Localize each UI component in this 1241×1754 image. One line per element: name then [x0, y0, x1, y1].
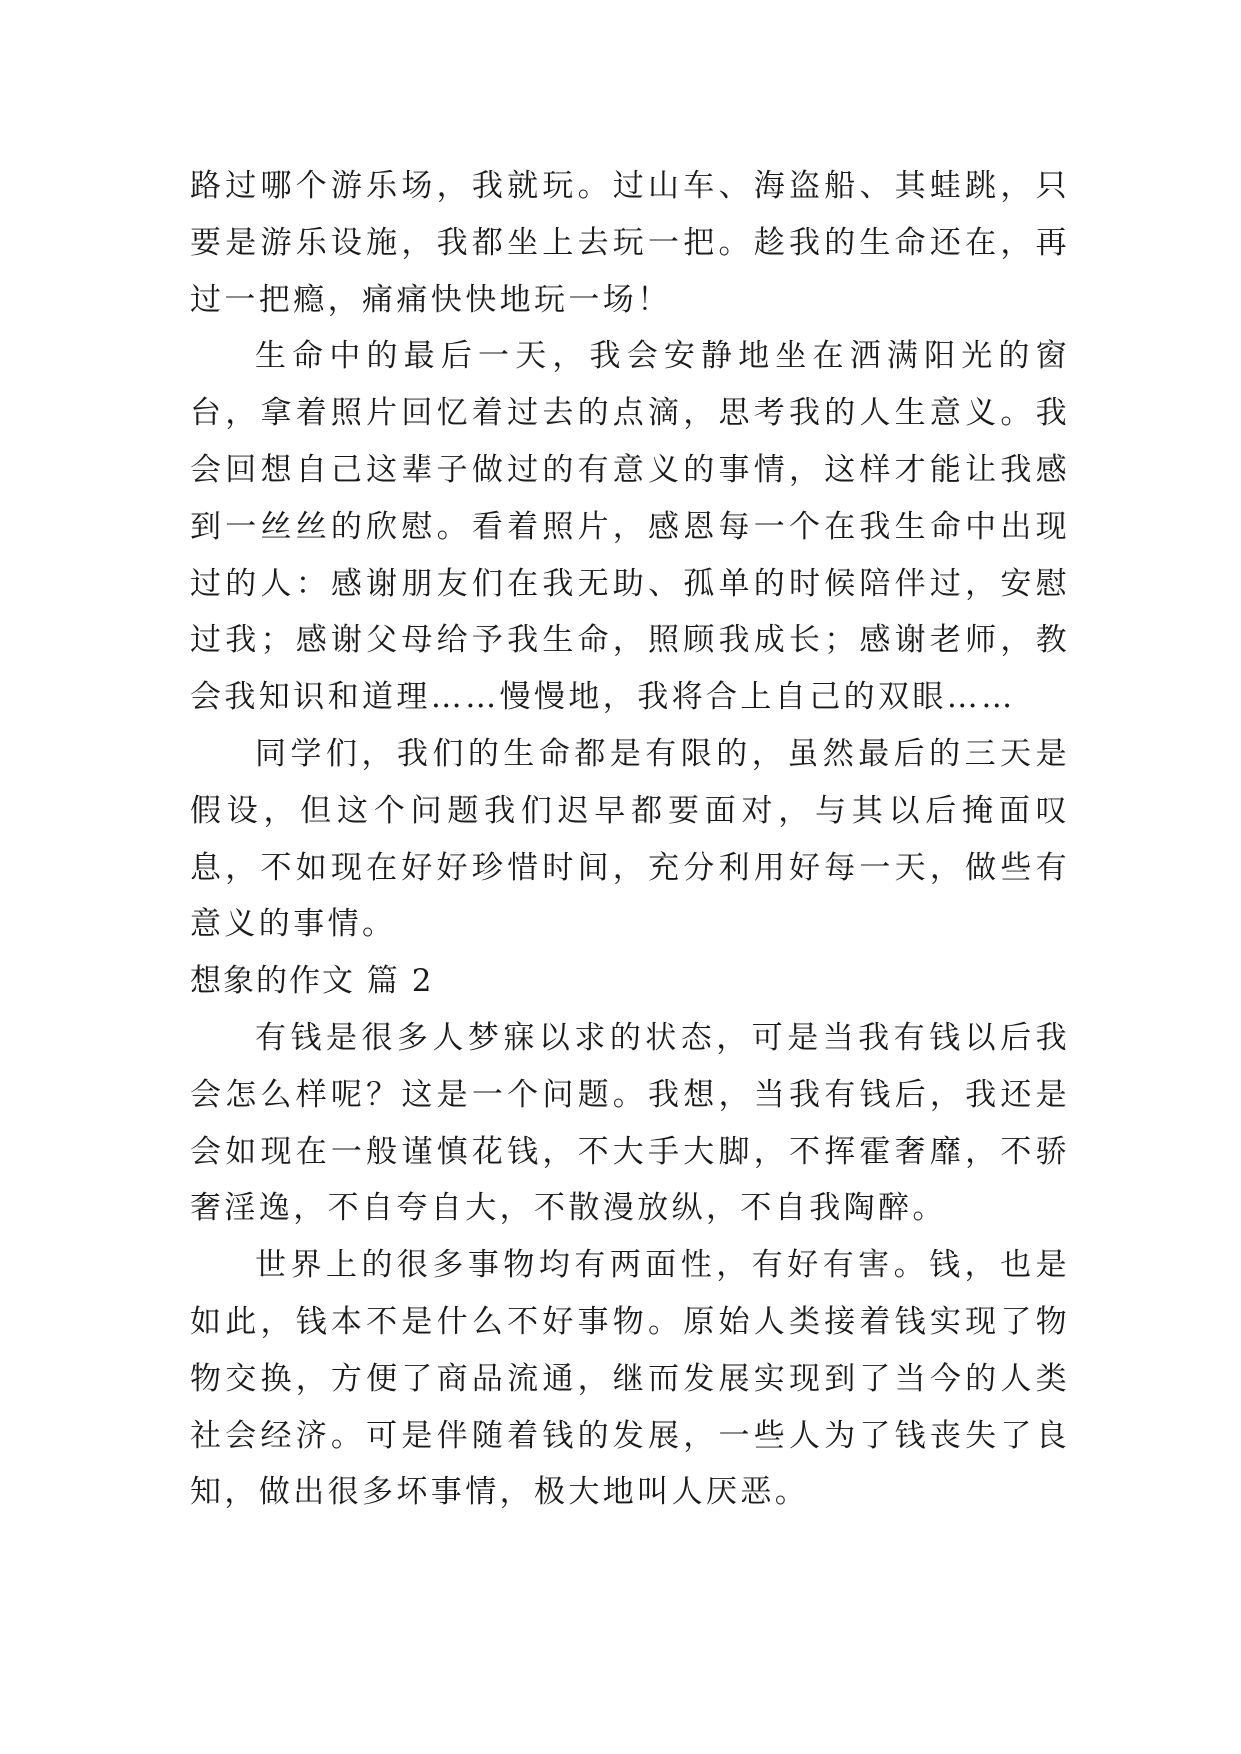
section-heading: 想象的作文 篇 2 [190, 963, 434, 1000]
paragraph-money-state: 有钱是很多人梦寐以求的状态，可是当我有钱以后我会怎么样呢？这是一个问题。我想，当我有钱后，我还是会如现在一般谨慎花钱，不大手大脚，不挥霍奢靡，不骄奢淫逸，不自夸自大，不散漫放纵，不自我陶醉。 [190, 1019, 1070, 1227]
paragraph-two-sides: 世界上的很多事物均有两面性，有好有害。钱，也是如此，钱本不是什么不好事物。原始人类接着钱实现了物物交换，方便了商品流通，继而发展实现到了当今的人类社会经济。可是伴随着钱的发展，一些人为了钱丧失了良知，做出很多坏事情，极大地叫人厌恶。 [190, 1247, 1070, 1511]
paragraph-continuation: 路过哪个游乐场，我就玩。过山车、海盗船、其蛙跳，只要是游乐设施，我都坐上去玩一把。趁我的生命还在，再过一把瘾，痛痛快快地玩一场！ [190, 168, 1070, 318]
paragraph-last-day: 生命中的最后一天，我会安静地坐在洒满阳光的窗台，拿着照片回忆着过去的点滴，思考我的人生意义。我会回想自己这辈子做过的有意义的事情，这样才能让我感到一丝丝的欣慰。看着照片，感恩每一个在我生命中出现过的人：感谢朋友们在我无助、孤单的时候陪伴过，安慰过我；感谢父母给予我生命，照顾我成长；感谢老师，教会我知识和道理……慢慢地，我将合上自己的双眼…… [190, 338, 1070, 716]
paragraph-classmates: 同学们，我们的生命都是有限的，虽然最后的三天是假设，但这个问题我们迟早都要面对，与其以后掩面叹息，不如现在好好珍惜时间，充分利用好每一天，做些有意义的事情。 [190, 735, 1070, 943]
document-body [190, 158, 1070, 1521]
